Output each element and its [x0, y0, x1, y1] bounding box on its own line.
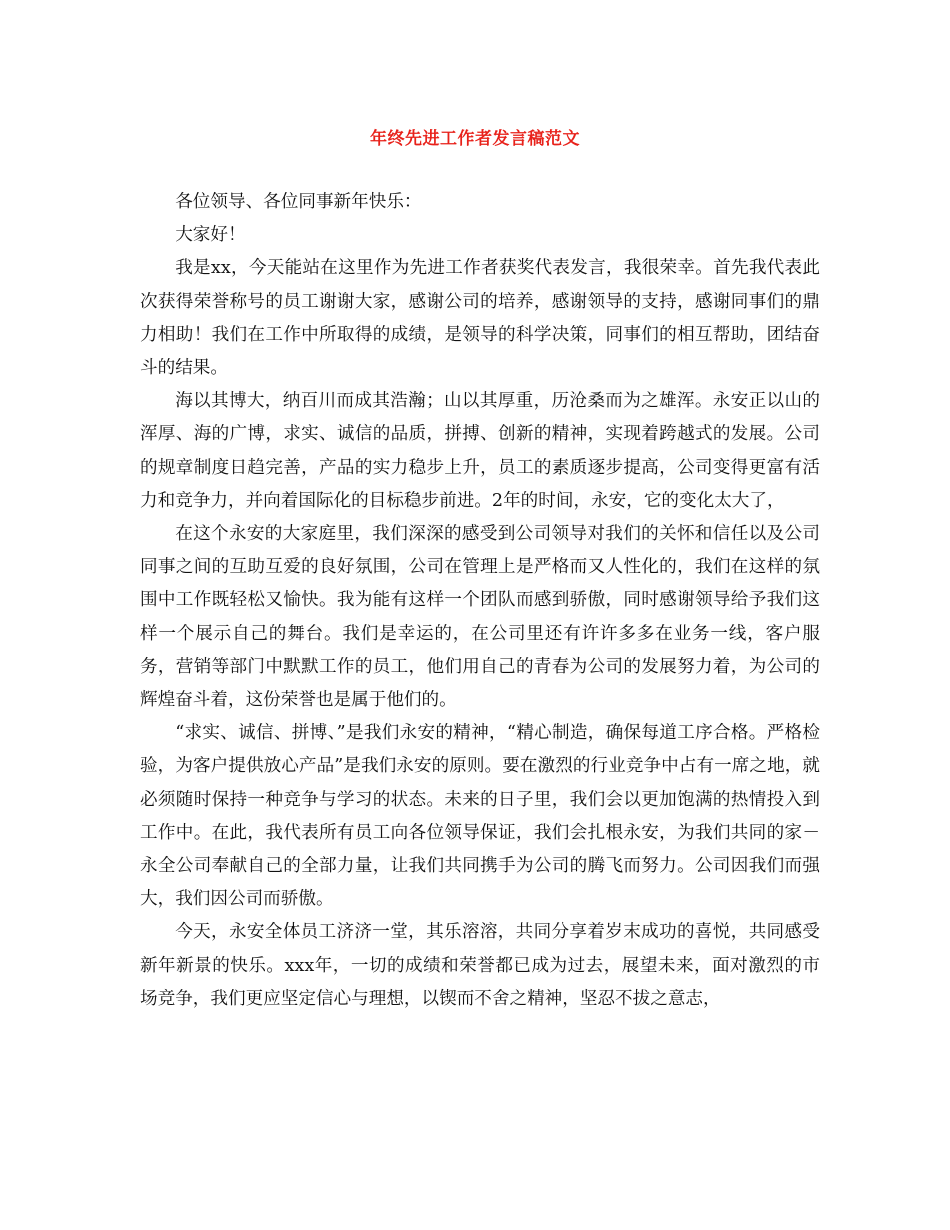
body-paragraph: 今天，永安全体员工济济一堂，其乐溶溶，共同分享着岁末成功的喜悦，共同感受新年新景的快乐。xxx年，一切的成绩和荣誉都已成为过去，展望未来，面对激烈的市场竞争，我们更应坚定信心与理想，以锲而不舍之精神，坚忍不拔之意志，: [140, 922, 820, 1009]
body-paragraph: 海以其博大，纳百川而成其浩瀚；山以其厚重，历沧桑而为之雄浑。永安正以山的浑厚、海的广博，求实、诚信的品质，拼搏、创新的精神，实现着跨越式的发展。公司的规章制度日趋完善，产品的实力稳步上升，员工的素质逐步提高，公司变得更富有活力和竞争力，并向着国际化的目标稳步前进。2年的时间，永安，它的变化太大了，: [140, 391, 820, 511]
greeting-paragraph: 各位领导、各位同事新年快乐：: [175, 192, 422, 212]
salutation-paragraph: 大家好！: [175, 225, 246, 246]
document-body: [140, 186, 820, 1016]
body-paragraph: “求实、诚信、拼博、”是我们永安的精神，“精心制造，确保每道工序合格。严格检验，为客户提供放心产品”是我们永安的原则。要在激烈的行业竞争中占有一席之地，就必须随时保持一种竞争与学习的状态。未来的日子里，我们会以更加饱满的热情投入到工作中。在此，我代表所有员工向各位领导保证，我们会扎根永安，为我们共同的家－永全公司奉献自己的全部力量，让我们共同携手为公司的腾飞而努力。公司因我们而强大，我们因公司而骄傲。: [140, 723, 820, 910]
body-paragraph: 我是xx，今天能站在这里作为先进工作者获奖代表发言，我很荣幸。首先我代表此次获得荣誉称号的员工谢谢大家，感谢公司的培养，感谢领导的支持，感谢同事们的鼎力相助！我们在工作中所取得的成绩，是领导的科学决策，同事们的相互帮助，团结奋斗的结果。: [140, 258, 820, 379]
document-title: 年终先进工作者发言稿范文: [370, 129, 580, 149]
body-paragraph: 在这个永安的大家庭里，我们深深的感受到公司领导对我们的关怀和信任以及公司同事之间的互助互爱的良好氛围，公司在管理上是严格而又人性化的，我们在这样的氛围中工作既轻松又愉快。我为能有这样一个团队而感到骄傲，同时感谢领导给予我们这样一个展示自己的舞台。我们是幸运的，在公司里还有许许多多在业务一线，客户服务，营销等部门中默默工作的员工，他们用自己的青春为公司的发展努力着，为公司的辉煌奋斗着，这份荣誉也是属于他们的。: [140, 524, 820, 711]
